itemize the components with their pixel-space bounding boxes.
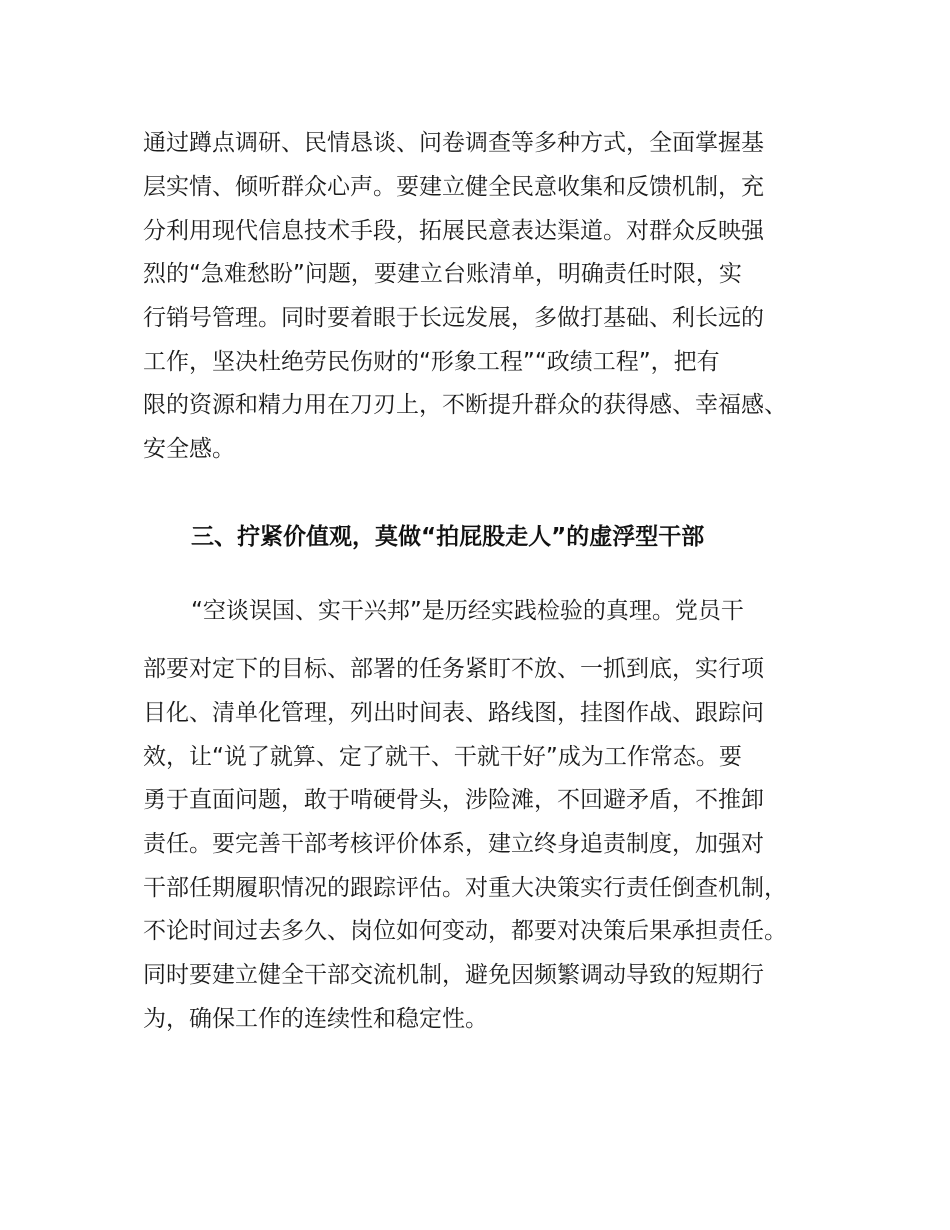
paragraph-line: 安全感。 — [143, 436, 235, 462]
paragraph-line: 目化、清单化管理，列出时间表、路线图，挂图作战、跟踪问 — [143, 700, 764, 726]
paragraph-line: 层实情、倾听群众心声。要建立健全民意收集和反馈机制，充 — [143, 174, 764, 200]
paragraph-line: 勇于直面问题，敢于啃硬骨头，涉险滩，不回避矛盾，不推卸 — [143, 787, 764, 813]
paragraph-line: 行销号管理。同时要着眼于长远发展，多做打基础、利长远的 — [143, 305, 764, 331]
paragraph-line: “空谈误国、实干兴邦”是历经实践检验的真理。党员干 — [191, 598, 744, 624]
paragraph-line: 通过蹲点调研、民情恳谈、问卷调查等多种方式，全面掌握基 — [143, 130, 764, 156]
paragraph-line: 烈的“急难愁盼”问题，要建立台账清单，明确责任时限，实 — [143, 261, 742, 287]
paragraph-line: 效，让“说了就算、定了就干、干就干好”成为工作常态。要 — [143, 744, 742, 770]
paragraph-line: 部要对定下的目标、部署的任务紧盯不放、一抓到底，实行项 — [143, 656, 764, 682]
section-heading: 三、拧紧价值观，莫做“拍屁股走人”的虚浮型干部 — [191, 524, 705, 550]
paragraph-line: 限的资源和精力用在刀刃上，不断提升群众的获得感、幸福感、 — [143, 392, 787, 418]
paragraph-line: 工作，坚决杜绝劳民伤财的“形象工程”“政绩工程”，把有 — [143, 349, 720, 375]
paragraph-line: 干部任期履职情况的跟踪评估。对重大决策实行责任倒查机制， — [143, 875, 787, 901]
paragraph-line: 不论时间过去多久、岗位如何变动，都要对决策后果承担责任。 — [143, 918, 787, 944]
paragraph-line: 责任。要完善干部考核评价体系，建立终身追责制度，加强对 — [143, 831, 764, 857]
paragraph-line: 分利用现代信息技术手段，拓展民意表达渠道。对群众反映强 — [143, 218, 764, 244]
paragraph-line: 同时要建立健全干部交流机制，避免因频繁调动导致的短期行 — [143, 962, 764, 988]
paragraph-line: 为，确保工作的连续性和稳定性。 — [143, 1006, 488, 1032]
